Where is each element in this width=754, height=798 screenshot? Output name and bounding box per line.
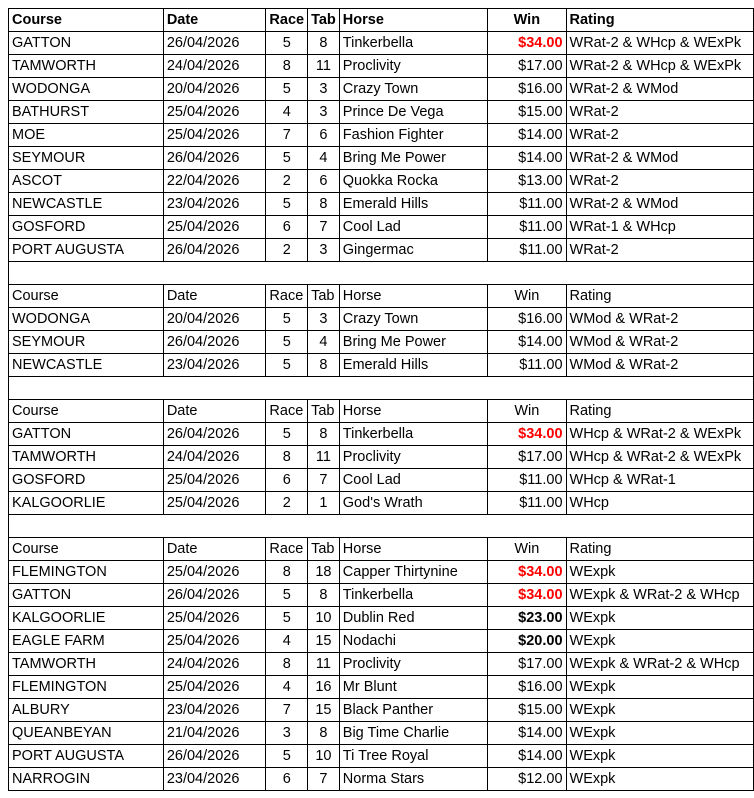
horse-cell: Ti Tree Royal bbox=[339, 745, 487, 768]
tab-cell: 7 bbox=[308, 768, 340, 791]
tab-cell: 8 bbox=[308, 584, 340, 607]
date-cell: 24/04/2026 bbox=[163, 55, 266, 78]
date-cell: 25/04/2026 bbox=[163, 630, 266, 653]
table-row bbox=[9, 32, 754, 55]
course-cell: ALBURY bbox=[9, 699, 164, 722]
horse-cell: Bring Me Power bbox=[339, 147, 487, 170]
header-horse: Horse bbox=[339, 9, 487, 32]
header-race: Race bbox=[266, 285, 308, 308]
tab-cell: 3 bbox=[308, 239, 340, 262]
table-row bbox=[9, 239, 754, 262]
table-row bbox=[9, 768, 754, 791]
rating-cell: WExpk bbox=[566, 722, 753, 745]
course-cell: KALGOORLIE bbox=[9, 492, 164, 515]
course-cell: BATHURST bbox=[9, 101, 164, 124]
date-cell: 26/04/2026 bbox=[163, 331, 266, 354]
spacer-cell bbox=[9, 515, 754, 538]
rating-cell: WRat-2 & WMod bbox=[566, 78, 753, 101]
date-cell: 25/04/2026 bbox=[163, 101, 266, 124]
tab-cell: 8 bbox=[308, 193, 340, 216]
table-body bbox=[9, 9, 754, 791]
race-cell: 4 bbox=[266, 676, 308, 699]
course-cell: ASCOT bbox=[9, 170, 164, 193]
course-cell: NEWCASTLE bbox=[9, 193, 164, 216]
win-cell: $11.00 bbox=[488, 354, 566, 377]
course-cell: WODONGA bbox=[9, 308, 164, 331]
header-course: Course bbox=[9, 9, 164, 32]
table-row bbox=[9, 124, 754, 147]
date-cell: 24/04/2026 bbox=[163, 653, 266, 676]
win-cell: $14.00 bbox=[488, 722, 566, 745]
rating-cell: WRat-2 & WMod bbox=[566, 147, 753, 170]
race-cell: 5 bbox=[266, 147, 308, 170]
header-date: Date bbox=[163, 285, 266, 308]
win-cell: $14.00 bbox=[488, 745, 566, 768]
horse-cell: Dublin Red bbox=[339, 607, 487, 630]
header-rating: Rating bbox=[566, 400, 753, 423]
horse-cell: Capper Thirtynine bbox=[339, 561, 487, 584]
table-row bbox=[9, 193, 754, 216]
date-cell: 20/04/2026 bbox=[163, 308, 266, 331]
course-cell: QUEANBEYAN bbox=[9, 722, 164, 745]
date-cell: 25/04/2026 bbox=[163, 676, 266, 699]
table-row bbox=[9, 653, 754, 676]
horse-cell: Proclivity bbox=[339, 55, 487, 78]
tab-cell: 1 bbox=[308, 492, 340, 515]
date-cell: 26/04/2026 bbox=[163, 584, 266, 607]
win-cell: $34.00 bbox=[488, 32, 566, 55]
tab-cell: 4 bbox=[308, 331, 340, 354]
win-cell: $11.00 bbox=[488, 216, 566, 239]
course-cell: NARROGIN bbox=[9, 768, 164, 791]
rating-cell: WExpk bbox=[566, 768, 753, 791]
win-cell: $11.00 bbox=[488, 193, 566, 216]
win-cell: $14.00 bbox=[488, 124, 566, 147]
race-cell: 7 bbox=[266, 699, 308, 722]
race-cell: 4 bbox=[266, 630, 308, 653]
header-race: Race bbox=[266, 400, 308, 423]
table-row bbox=[9, 216, 754, 239]
rating-cell: WRat-1 & WHcp bbox=[566, 216, 753, 239]
race-cell: 4 bbox=[266, 101, 308, 124]
rating-cell: WExpk & WRat-2 & WHcp bbox=[566, 584, 753, 607]
date-cell: 23/04/2026 bbox=[163, 699, 266, 722]
horse-cell: Big Time Charlie bbox=[339, 722, 487, 745]
date-cell: 23/04/2026 bbox=[163, 193, 266, 216]
horse-cell: Cool Lad bbox=[339, 469, 487, 492]
horse-cell: Tinkerbella bbox=[339, 584, 487, 607]
date-cell: 20/04/2026 bbox=[163, 78, 266, 101]
race-cell: 5 bbox=[266, 193, 308, 216]
win-cell: $34.00 bbox=[488, 584, 566, 607]
rating-cell: WMod & WRat-2 bbox=[566, 331, 753, 354]
header-win: Win bbox=[488, 9, 566, 32]
date-cell: 26/04/2026 bbox=[163, 745, 266, 768]
table-row bbox=[9, 423, 754, 446]
tab-cell: 15 bbox=[308, 699, 340, 722]
table-row bbox=[9, 308, 754, 331]
table-row bbox=[9, 78, 754, 101]
win-cell: $16.00 bbox=[488, 78, 566, 101]
win-cell: $17.00 bbox=[488, 653, 566, 676]
tab-cell: 6 bbox=[308, 170, 340, 193]
header-course: Course bbox=[9, 538, 164, 561]
tab-cell: 18 bbox=[308, 561, 340, 584]
date-cell: 24/04/2026 bbox=[163, 446, 266, 469]
course-cell: KALGOORLIE bbox=[9, 607, 164, 630]
header-date: Date bbox=[163, 9, 266, 32]
win-cell: $15.00 bbox=[488, 101, 566, 124]
horse-cell: Nodachi bbox=[339, 630, 487, 653]
horse-cell: Emerald Hills bbox=[339, 193, 487, 216]
header-win: Win bbox=[488, 400, 566, 423]
rating-cell: WHcp & WRat-2 & WExPk bbox=[566, 446, 753, 469]
header-course: Course bbox=[9, 285, 164, 308]
spacer-cell bbox=[9, 262, 754, 285]
date-cell: 26/04/2026 bbox=[163, 147, 266, 170]
header-rating: Rating bbox=[566, 538, 753, 561]
rating-cell: WExpk bbox=[566, 745, 753, 768]
course-cell: GOSFORD bbox=[9, 469, 164, 492]
rating-cell: WExpk bbox=[566, 561, 753, 584]
horse-cell: Crazy Town bbox=[339, 308, 487, 331]
race-cell: 5 bbox=[266, 78, 308, 101]
header-row bbox=[9, 400, 754, 423]
header-tab: Tab bbox=[308, 400, 340, 423]
tab-cell: 15 bbox=[308, 630, 340, 653]
race-cell: 2 bbox=[266, 492, 308, 515]
header-tab: Tab bbox=[308, 285, 340, 308]
table-row bbox=[9, 630, 754, 653]
rating-cell: WExpk bbox=[566, 630, 753, 653]
course-cell: PORT AUGUSTA bbox=[9, 745, 164, 768]
race-cell: 5 bbox=[266, 331, 308, 354]
date-cell: 25/04/2026 bbox=[163, 216, 266, 239]
rating-cell: WExpk bbox=[566, 607, 753, 630]
rating-cell: WRat-2 & WMod bbox=[566, 193, 753, 216]
horse-cell: Black Panther bbox=[339, 699, 487, 722]
header-race: Race bbox=[266, 9, 308, 32]
spacer-row bbox=[9, 377, 754, 400]
tab-cell: 8 bbox=[308, 423, 340, 446]
win-cell: $13.00 bbox=[488, 170, 566, 193]
horse-cell: Proclivity bbox=[339, 446, 487, 469]
horse-cell: God's Wrath bbox=[339, 492, 487, 515]
date-cell: 26/04/2026 bbox=[163, 32, 266, 55]
spacer-cell bbox=[9, 377, 754, 400]
course-cell: FLEMINGTON bbox=[9, 561, 164, 584]
rating-cell: WMod & WRat-2 bbox=[566, 308, 753, 331]
race-cell: 6 bbox=[266, 469, 308, 492]
horse-cell: Fashion Fighter bbox=[339, 124, 487, 147]
win-cell: $14.00 bbox=[488, 331, 566, 354]
win-cell: $20.00 bbox=[488, 630, 566, 653]
race-cell: 5 bbox=[266, 32, 308, 55]
table-row bbox=[9, 584, 754, 607]
table-row bbox=[9, 331, 754, 354]
table-row bbox=[9, 492, 754, 515]
rating-cell: WRat-2 & WHcp & WExPk bbox=[566, 55, 753, 78]
rating-cell: WRat-2 bbox=[566, 170, 753, 193]
course-cell: GATTON bbox=[9, 423, 164, 446]
header-date: Date bbox=[163, 400, 266, 423]
win-cell: $16.00 bbox=[488, 676, 566, 699]
horse-cell: Gingermac bbox=[339, 239, 487, 262]
table-row bbox=[9, 170, 754, 193]
table-row bbox=[9, 607, 754, 630]
header-row bbox=[9, 9, 754, 32]
race-cell: 8 bbox=[266, 446, 308, 469]
win-cell: $12.00 bbox=[488, 768, 566, 791]
rating-cell: WHcp & WRat-2 & WExPk bbox=[566, 423, 753, 446]
tab-cell: 7 bbox=[308, 216, 340, 239]
header-rating: Rating bbox=[566, 285, 753, 308]
header-row bbox=[9, 285, 754, 308]
header-horse: Horse bbox=[339, 538, 487, 561]
header-win: Win bbox=[488, 285, 566, 308]
horse-cell: Emerald Hills bbox=[339, 354, 487, 377]
tab-cell: 7 bbox=[308, 469, 340, 492]
win-cell: $11.00 bbox=[488, 469, 566, 492]
race-cell: 3 bbox=[266, 722, 308, 745]
horse-cell: Tinkerbella bbox=[339, 423, 487, 446]
date-cell: 26/04/2026 bbox=[163, 423, 266, 446]
race-cell: 6 bbox=[266, 768, 308, 791]
win-cell: $15.00 bbox=[488, 699, 566, 722]
rating-cell: WExpk bbox=[566, 676, 753, 699]
race-cell: 5 bbox=[266, 745, 308, 768]
race-cell: 7 bbox=[266, 124, 308, 147]
win-cell: $11.00 bbox=[488, 492, 566, 515]
horse-cell: Prince De Vega bbox=[339, 101, 487, 124]
win-cell: $17.00 bbox=[488, 55, 566, 78]
race-cell: 6 bbox=[266, 216, 308, 239]
horse-cell: Tinkerbella bbox=[339, 32, 487, 55]
course-cell: PORT AUGUSTA bbox=[9, 239, 164, 262]
spacer-row bbox=[9, 262, 754, 285]
rating-cell: WRat-2 bbox=[566, 101, 753, 124]
table-row bbox=[9, 676, 754, 699]
table-row bbox=[9, 446, 754, 469]
header-date: Date bbox=[163, 538, 266, 561]
win-cell: $11.00 bbox=[488, 239, 566, 262]
tab-cell: 11 bbox=[308, 653, 340, 676]
course-cell: SEYMOUR bbox=[9, 331, 164, 354]
header-win: Win bbox=[488, 538, 566, 561]
tab-cell: 3 bbox=[308, 101, 340, 124]
rating-cell: WHcp & WRat-1 bbox=[566, 469, 753, 492]
race-cell: 5 bbox=[266, 354, 308, 377]
race-cell: 8 bbox=[266, 55, 308, 78]
horse-cell: Bring Me Power bbox=[339, 331, 487, 354]
course-cell: TAMWORTH bbox=[9, 55, 164, 78]
win-cell: $14.00 bbox=[488, 147, 566, 170]
rating-cell: WRat-2 bbox=[566, 239, 753, 262]
horse-cell: Proclivity bbox=[339, 653, 487, 676]
tab-cell: 4 bbox=[308, 147, 340, 170]
race-cell: 8 bbox=[266, 561, 308, 584]
race-cell: 8 bbox=[266, 653, 308, 676]
win-cell: $16.00 bbox=[488, 308, 566, 331]
course-cell: SEYMOUR bbox=[9, 147, 164, 170]
tab-cell: 8 bbox=[308, 32, 340, 55]
date-cell: 22/04/2026 bbox=[163, 170, 266, 193]
tab-cell: 6 bbox=[308, 124, 340, 147]
tab-cell: 11 bbox=[308, 446, 340, 469]
horse-cell: Crazy Town bbox=[339, 78, 487, 101]
race-cell: 2 bbox=[266, 239, 308, 262]
date-cell: 25/04/2026 bbox=[163, 124, 266, 147]
horse-cell: Mr Blunt bbox=[339, 676, 487, 699]
win-cell: $34.00 bbox=[488, 423, 566, 446]
course-cell: TAMWORTH bbox=[9, 446, 164, 469]
table-row bbox=[9, 699, 754, 722]
table-row bbox=[9, 561, 754, 584]
table-row bbox=[9, 469, 754, 492]
rating-cell: WRat-2 bbox=[566, 124, 753, 147]
rating-cell: WRat-2 & WHcp & WExPk bbox=[566, 32, 753, 55]
rating-cell: WExpk bbox=[566, 699, 753, 722]
race-cell: 5 bbox=[266, 607, 308, 630]
race-cell: 2 bbox=[266, 170, 308, 193]
table-row bbox=[9, 147, 754, 170]
table-row bbox=[9, 55, 754, 78]
header-horse: Horse bbox=[339, 285, 487, 308]
table-row bbox=[9, 101, 754, 124]
win-cell: $23.00 bbox=[488, 607, 566, 630]
header-horse: Horse bbox=[339, 400, 487, 423]
header-row bbox=[9, 538, 754, 561]
date-cell: 25/04/2026 bbox=[163, 469, 266, 492]
tab-cell: 16 bbox=[308, 676, 340, 699]
course-cell: MOE bbox=[9, 124, 164, 147]
race-cell: 5 bbox=[266, 308, 308, 331]
header-tab: Tab bbox=[308, 9, 340, 32]
tab-cell: 3 bbox=[308, 308, 340, 331]
win-cell: $17.00 bbox=[488, 446, 566, 469]
header-race: Race bbox=[266, 538, 308, 561]
tab-cell: 8 bbox=[308, 722, 340, 745]
date-cell: 25/04/2026 bbox=[163, 607, 266, 630]
course-cell: GATTON bbox=[9, 584, 164, 607]
header-tab: Tab bbox=[308, 538, 340, 561]
table-row bbox=[9, 745, 754, 768]
course-cell: GOSFORD bbox=[9, 216, 164, 239]
course-cell: GATTON bbox=[9, 32, 164, 55]
table-row bbox=[9, 722, 754, 745]
course-cell: NEWCASTLE bbox=[9, 354, 164, 377]
rating-cell: WHcp bbox=[566, 492, 753, 515]
date-cell: 25/04/2026 bbox=[163, 492, 266, 515]
rating-cell: WExpk & WRat-2 & WHcp bbox=[566, 653, 753, 676]
rating-cell: WMod & WRat-2 bbox=[566, 354, 753, 377]
tab-cell: 3 bbox=[308, 78, 340, 101]
course-cell: EAGLE FARM bbox=[9, 630, 164, 653]
race-cell: 5 bbox=[266, 584, 308, 607]
date-cell: 23/04/2026 bbox=[163, 354, 266, 377]
horse-cell: Norma Stars bbox=[339, 768, 487, 791]
tab-cell: 11 bbox=[308, 55, 340, 78]
tab-cell: 10 bbox=[308, 607, 340, 630]
tab-cell: 8 bbox=[308, 354, 340, 377]
spacer-row bbox=[9, 515, 754, 538]
race-cell: 5 bbox=[266, 423, 308, 446]
horse-cell: Cool Lad bbox=[339, 216, 487, 239]
results-table bbox=[8, 8, 754, 791]
course-cell: TAMWORTH bbox=[9, 653, 164, 676]
horse-cell: Quokka Rocka bbox=[339, 170, 487, 193]
header-course: Course bbox=[9, 400, 164, 423]
tab-cell: 10 bbox=[308, 745, 340, 768]
date-cell: 21/04/2026 bbox=[163, 722, 266, 745]
course-cell: WODONGA bbox=[9, 78, 164, 101]
date-cell: 26/04/2026 bbox=[163, 239, 266, 262]
course-cell: FLEMINGTON bbox=[9, 676, 164, 699]
table-row bbox=[9, 354, 754, 377]
date-cell: 23/04/2026 bbox=[163, 768, 266, 791]
header-rating: Rating bbox=[566, 9, 753, 32]
date-cell: 25/04/2026 bbox=[163, 561, 266, 584]
win-cell: $34.00 bbox=[488, 561, 566, 584]
